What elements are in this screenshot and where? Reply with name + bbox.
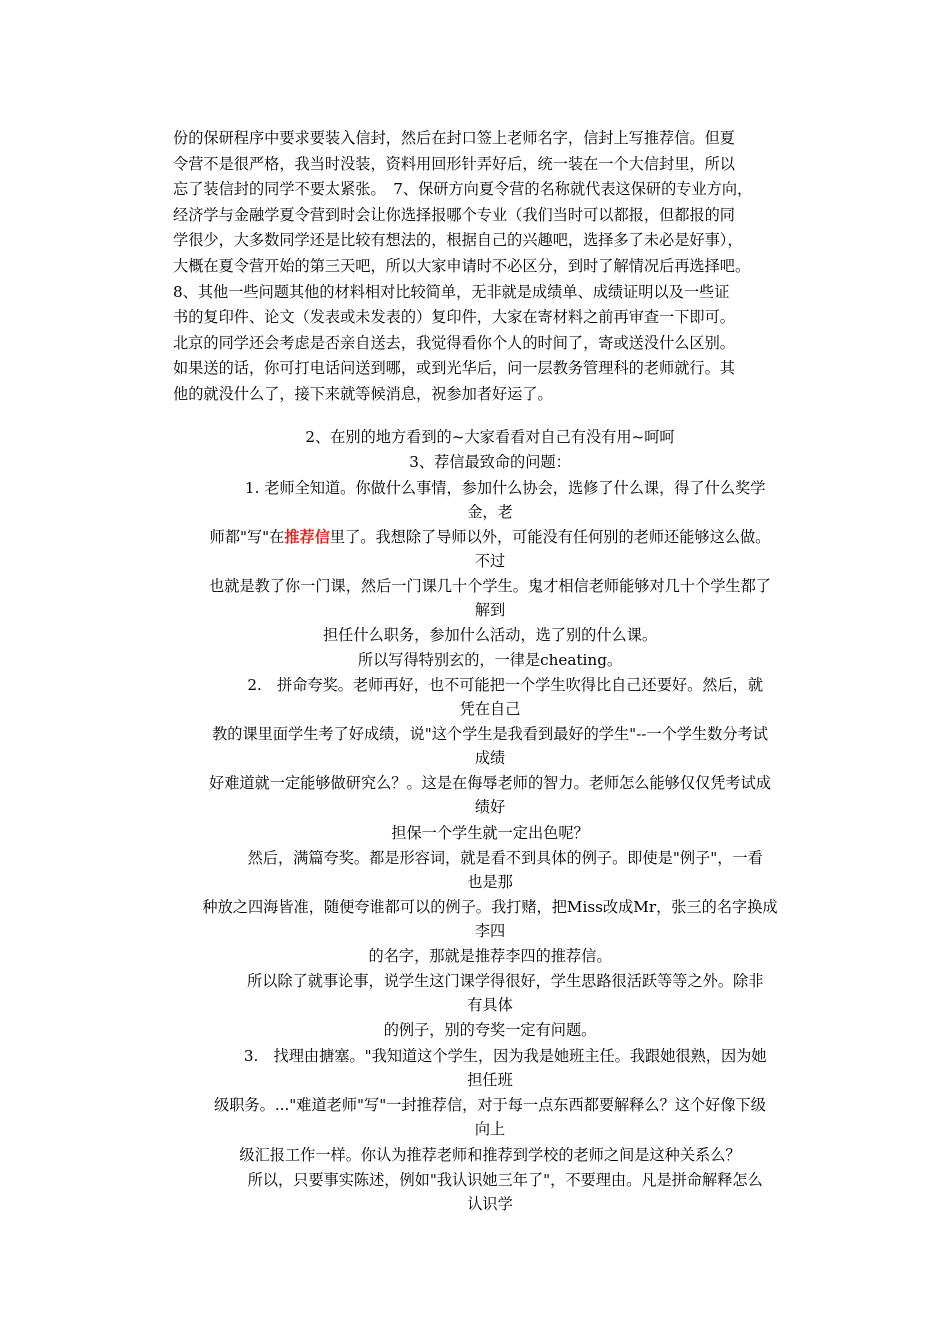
body-line: 解到 <box>474 601 506 619</box>
body-line: 向上 <box>474 1120 506 1138</box>
body-line: 的例子，别的夸奖一定有问题。 <box>383 1021 597 1039</box>
paragraph-line: 书的复印件、论文（发表或未发表的）复印件，大家在寄材料之前再审查一下即可。 <box>173 308 735 327</box>
body-line: 也就是教了你一门课，然后一门课几十个学生。鬼才相信老师能够对几十个学生都了 <box>209 577 771 595</box>
paragraph-line: 份的保研程序中要求要装入信封，然后在封口签上老师名字，信封上写推荐信。但夏 <box>173 129 735 147</box>
top-paragraph <box>173 126 813 408</box>
paragraph-line: 经济学与金融学夏令营到时会让你选择报哪个专业（我们当时可以都报，但都报的同 <box>173 205 735 224</box>
body-line: 也是那 <box>467 873 513 891</box>
body-line: 凭在自己 <box>459 700 521 718</box>
body-line: 级职务。..."难道老师"写"一封推荐信，对于每一点东西都要解释么？这个好像下级 <box>214 1096 766 1114</box>
body-line: 所以除了就事论事，说学生这门课学得很好，学生思路很活跃等等之外。除非 <box>216 972 764 990</box>
line-suffix: 里了。我想除了导师以外，可能没有任何别的老师还能够这么做。 <box>329 528 771 546</box>
body-line: 教的课里面学生考了好成绩，说"这个学生是我看到最好的学生"--一个学生数分考试 <box>212 725 768 743</box>
body-line: 担任什么职务，参加什么活动，选了别的什么课。 <box>322 626 658 644</box>
body-line: 担保一个学生就一定出色呢？ <box>391 824 589 842</box>
body-line: 认识学 <box>467 1195 513 1213</box>
paragraph-line: 忘了装信封的同学不要太紧张。 7、保研方向夏令营的名称就代表这保研的专业方向， <box>173 180 753 199</box>
paragraph-line: 学很少，大多数同学还是比较有想法的，根据自己的兴趣吧，选择多了未必是好事）， <box>173 231 743 250</box>
body-line: 1. 老师全知道。你做什么事情，参加什么协会，选修了什么课，得了什么奖学 <box>214 479 766 497</box>
body-line: 李四 <box>474 922 506 940</box>
paragraph-line: 他的就没什么了，接下来就等候消息，祝参加者好运了。 <box>173 384 553 403</box>
body-line: 2. 拼命夸奖。老师再好，也不可能把一个学生吹得比自己还要好。然后，就 <box>216 676 764 694</box>
body-line: 不过 <box>474 552 506 570</box>
body-line: 好难道就一定能够做研究么？。这是在侮辱老师的智力。老师怎么能够仅仅凭考试成 <box>209 774 771 792</box>
line-prefix: 师都"写"在 <box>209 528 285 546</box>
paragraph-line: 如果送的话，你可打电话问送到哪，或到光华后，问一层教务管理科的老师就行。其 <box>173 359 735 378</box>
body-line: 3. 找理由搪塞。"我知道这个学生，因为我是她班主任。我跟她很熟，因为她 <box>213 1047 767 1065</box>
paragraph-line: 大概在夏令营开始的第三天吧，所以大家申请时不必区分，到时了解情况后再选择吧。 <box>173 256 751 275</box>
body-line: 金，老 <box>467 503 513 521</box>
paragraph-line: 令营不是很严格，我当时没装，资料用回形针弄好后，统一装在一个大信封里，所以 <box>173 154 735 173</box>
body-line: 种放之四海皆准，随便夸谁都可以的例子。我打赌，把Miss改成Mr，张三的名字换成 <box>202 898 778 916</box>
body-line: 所以写得特别玄的，一律是cheating。 <box>357 651 623 669</box>
body-line: 绩好 <box>474 798 506 816</box>
body-line-highlight <box>160 525 820 549</box>
paragraph-line: 8、其他一些问题其他的材料相对比较简单，无非就是成绩单、成绩证明以及一些证 <box>173 282 730 301</box>
paragraph-line: 北京的同学还会考虑是否亲自送去，我觉得看你个人的时间了，寄或送没什么区别。 <box>173 333 735 352</box>
heading-3: 3、荐信最致命的问题： <box>409 453 571 471</box>
body-line: 的名字，那就是推荐李四的推荐信。 <box>368 947 612 965</box>
body-line: 有具体 <box>467 996 513 1014</box>
body-line: 所以，只要事实陈述，例如"我认识她三年了"，不要理由。凡是拼命解释怎么 <box>217 1171 763 1189</box>
body-line: 然后，满篇夸奖。都是形容词，就是看不到具体的例子。即使是"例子"，一看 <box>217 849 763 867</box>
body-line: 成绩 <box>474 749 506 767</box>
highlight-keyword: 推荐信 <box>284 528 330 546</box>
body-line: 级汇报工作一样。你认为推荐老师和推荐到学校的老师之间是这种关系么？ <box>239 1146 741 1164</box>
body-line: 担任班 <box>467 1071 513 1089</box>
heading-2: 2、在别的地方看到的~大家看看对自己有没有用~呵呵 <box>305 428 675 446</box>
